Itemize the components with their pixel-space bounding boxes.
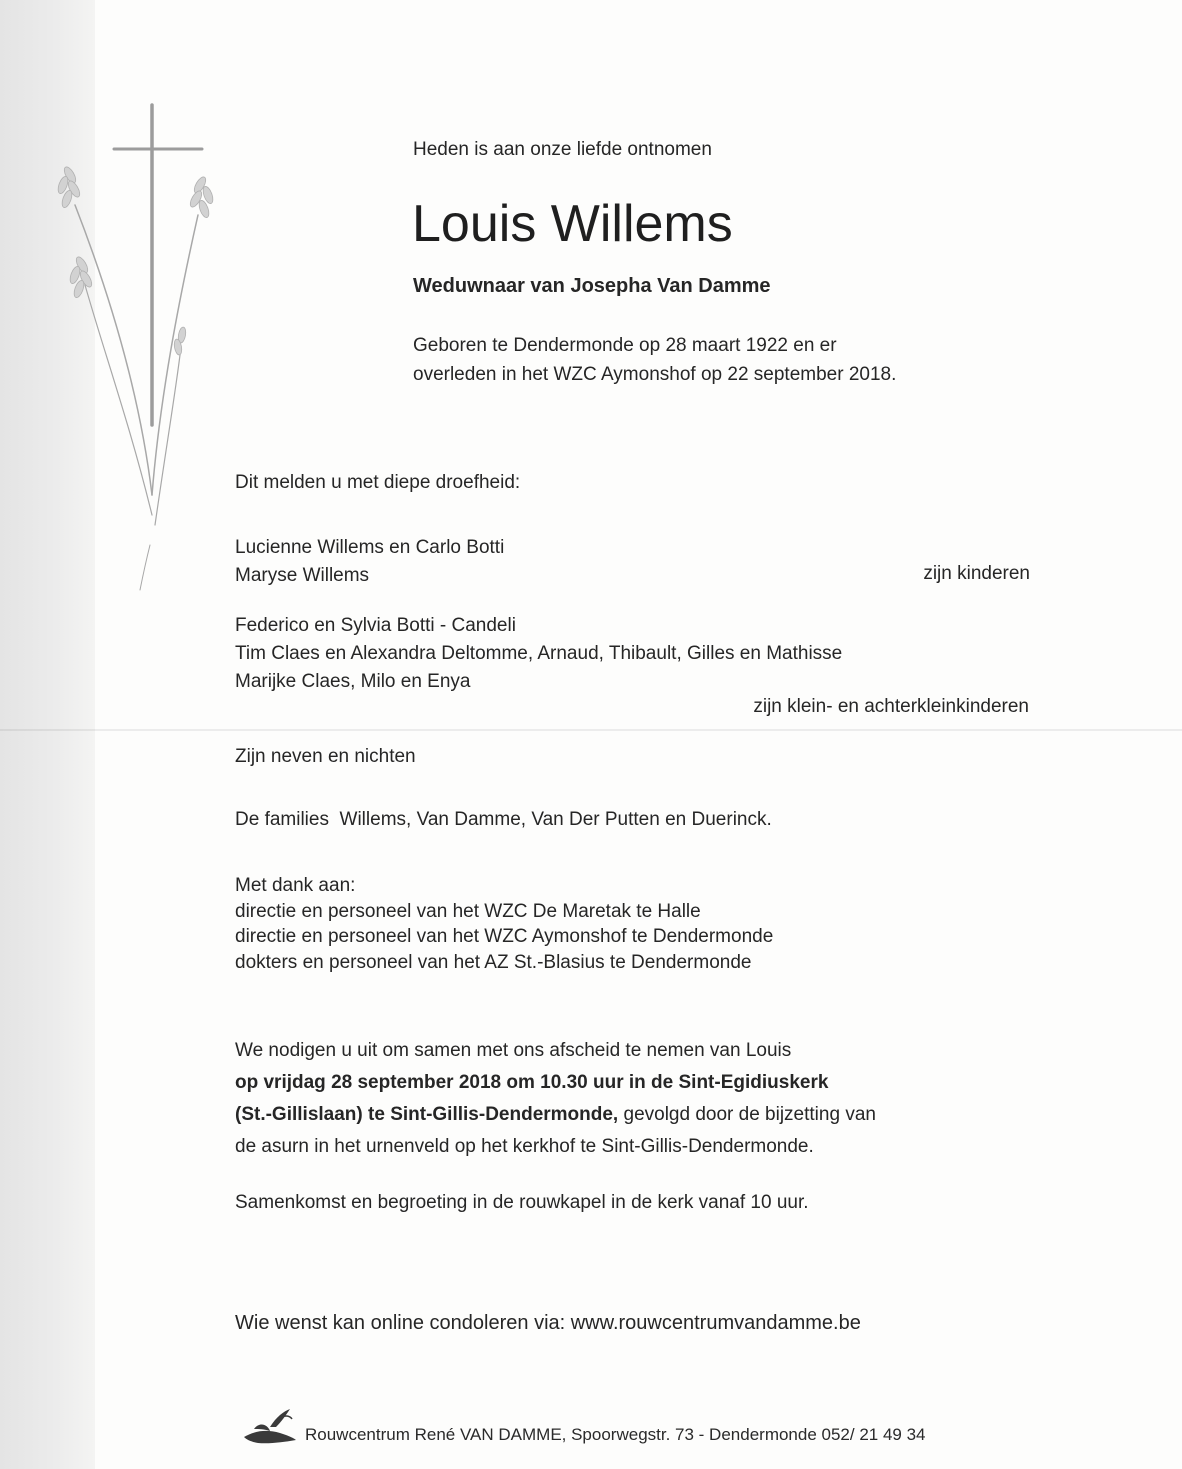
list-item: Lucienne Willems en Carlo Botti (235, 537, 505, 558)
ceremony-date-place: op vrijdag 28 september 2018 om 10.30 uur in de Sint-Egidiuskerk (235, 1072, 829, 1093)
list-item: dokters en personeel van het AZ St.-Blasius te Dendermonde (235, 951, 752, 973)
deceased-name: Louis Willems (412, 195, 733, 253)
online-condolence-text: Wie wenst kan online condoleren via: www.rouwcentrumvandamme.be (235, 1312, 861, 1334)
cousins-text: Zijn neven en nichten (235, 746, 416, 767)
invite-line: We nodigen u uit om samen met ons afscheid te nemen van Louis (235, 1040, 792, 1061)
funeral-home-footer (240, 1407, 960, 1447)
invite-line: de asurn in het urnenveld op het kerkhof te Sint-Gillis-Dendermonde. (235, 1136, 814, 1157)
birth-line: Geboren te Dendermonde op 28 maart 1922 en er (413, 335, 837, 356)
birth-death-text (413, 331, 973, 389)
grandchildren-relation: zijn klein- en achterkleinkinderen (753, 696, 1029, 717)
thanks-block (235, 873, 773, 975)
cross-with-wheat-icon (30, 95, 230, 595)
list-item: Federico en Sylvia Botti - Candeli (235, 615, 516, 636)
families-text: De families Willems, Van Damme, Van Der Putten en Duerinck. (235, 809, 772, 830)
church-address: (St.-Gillislaan) te Sint-Gillis-Dendermonde, (235, 1104, 619, 1125)
list-item: Marijke Claes, Milo en Enya (235, 671, 471, 692)
grandchildren-list (235, 612, 842, 696)
announce-text: Dit melden u met diepe droefheid: (235, 472, 521, 493)
hand-with-bird-icon (240, 1407, 298, 1447)
intro-text: Heden is aan onze liefde ontnomen (413, 139, 712, 160)
list-item: directie en personeel van het WZC De Maretak te Halle (235, 900, 701, 922)
gathering-text: Samenkomst en begroeting in de rouwkapel in de kerk vanaf 10 uur. (235, 1192, 809, 1213)
children-relation: zijn kinderen (923, 563, 1030, 584)
invite-continuation: gevolgd door de bijzetting van (618, 1104, 876, 1125)
thanks-heading: Met dank aan: (235, 875, 356, 896)
widower-line: Weduwnaar van Josepha Van Damme (413, 275, 771, 297)
list-item: directie en personeel van het WZC Aymonshof te Dendermonde (235, 926, 774, 947)
death-line: overleden in het WZC Aymonshof op 22 september 2018. (413, 364, 897, 385)
list-item: Tim Claes en Alexandra Deltomme, Arnaud, Thibault, Gilles en Mathisse (235, 643, 843, 664)
fold-line (0, 729, 1182, 731)
children-list (235, 534, 504, 590)
invitation-block (235, 1035, 876, 1163)
list-item: Maryse Willems (235, 565, 370, 586)
footer-text: Rouwcentrum René VAN DAMME, Spoorwegstr. 73 - Dendermonde 052/ 21 49 34 (305, 1425, 926, 1444)
